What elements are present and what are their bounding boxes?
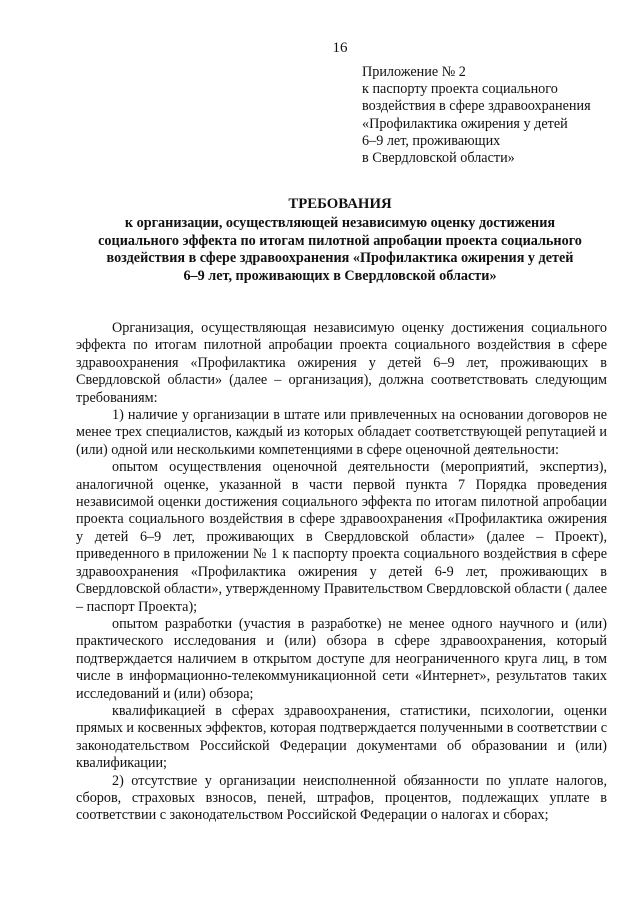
body-paragraph-requirement-2: 2) отсутствие у организации неисполненной обязанности по уплате налогов, сборов, страховых взносов, пеней, штрафов, процентов, подлежащих уплате в соответствии с законодательством Российской Федерации о налогах и сборах; [76,772,607,824]
title-subheading [70,215,610,285]
appendix-line: Приложение № 2 [362,64,466,80]
body-paragraph-intro: Организация, осуществляющая независимую оценку достижения социального эффекта по итогам пилотной апробации проекта социального воздействия в сфере здравоохранения «Профилактика ожирения у детей 6–9 лет, проживающих в Свердловской области» (далее – организация), должна соответствовать следующим требованиям: [76,320,607,406]
body-paragraph-experience: опытом осуществления оценочной деятельности (мероприятий, экспертиз), аналогичной оценке, указанной в части первой пункта 7 Порядка проведения независимой оценки достижения социального эффекта по итогам пилотной апробации проекта социального воздействия в сфере здравоохранения «Профилактика ожирения у детей 6–9 лет, проживающих в Свердловской области» (далее – Проект), приведенного в приложении № 1 к паспорту проекта социального воздействия в сфере здравоохранения «Профилактика ожирения у детей 6-9 лет, проживающих в Свердловской области», утвержденному Правительством Свердловской области ( далее – паспорт Проекта); [76,459,607,615]
title-heading: ТРЕБОВАНИЯ [288,196,392,212]
title-line: социального эффекта по итогам пилотной апробации проекта социального [98,232,582,249]
appendix-line: «Профилактика ожирения у детей [362,115,568,132]
document-body [76,320,607,825]
appendix-line: воздействия в сфере здравоохранения [362,98,591,115]
appendix-line: 6–9 лет, проживающих [362,132,501,149]
body-paragraph-qualification: квалификацией в сферах здравоохранения, статистики, психологии, оценки прямых и косвенных эффектов, которая подтверждается полученными в соответствии с законодательством Российской Федерации документами об образовании и (или) квалификации; [76,702,607,772]
appendix-note [362,64,632,167]
document-title [70,195,610,285]
body-paragraph-research: опытом разработки (участия в разработке) не менее одного научного и (или) практического исследования и (или) обзора в сфере здравоохранения, который подтверждается наличием в открытом доступе для неограниченного круга лиц, в том числе в информационно-телекоммуникационной сети «Интернет», результатов таких исследований и (или) обзора; [76,615,607,702]
title-line: 6–9 лет, проживающих в Свердловской области» [183,267,497,284]
appendix-line: в Свердловской области» [362,150,515,167]
body-paragraph-requirement-1: 1) наличие у организации в штате или привлеченных на основании договоров не менее трех специалистов, каждый из которых обладает соответствующей репутацией и (или) одной или несколькими компетенциями в сфере оценочной деятельности: [76,407,607,458]
appendix-line: к паспорту проекта социального [362,81,558,98]
page-number: 16 [332,40,348,56]
title-line: воздействия в сфере здравоохранения «Профилактика ожирения у детей [106,250,574,266]
title-line: к организации, осуществляющей независимую оценку достижения [124,215,556,231]
